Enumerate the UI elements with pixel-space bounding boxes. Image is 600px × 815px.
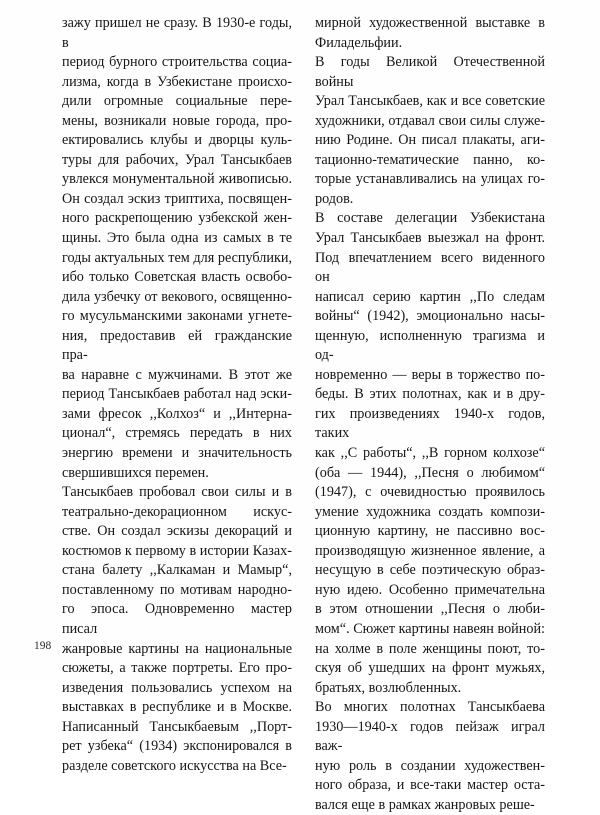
text-line: тационно-тематические панно, ко- xyxy=(315,151,545,168)
text-line: го мусульманскими законами угнете- xyxy=(62,308,292,325)
text-line: стана балету ,,Калкаман и Мамыр“, xyxy=(62,562,292,579)
text-line: мирной художественной выставке в xyxy=(315,15,545,31)
text-line: войны“ (1942), эмоционально насы- xyxy=(315,308,545,325)
text-line: Филадельфии. xyxy=(315,34,403,51)
text-line: период Тансыкбаев работал над эски- xyxy=(62,386,292,403)
left-column-lines xyxy=(62,14,292,776)
text-line: ва наравне с мужчинами. В этот же xyxy=(62,366,292,383)
text-line: го эпоса. Одновременно мастер писал xyxy=(62,601,292,637)
text-line: Под впечатлением всего виденного он xyxy=(315,249,545,286)
text-line: Он создал эскиз триптиха, посвящен- xyxy=(62,190,292,207)
text-line: свершившихся перемен. xyxy=(62,464,209,481)
text-line: Во многих полотнах Тансыкбаева xyxy=(315,699,545,716)
text-line: ную идею. Особенно примечательна xyxy=(315,581,545,598)
text-line: (1947), с очевидностью проявилось xyxy=(315,484,545,501)
text-line: ного образа, и все-таки мастер оста- xyxy=(315,777,545,794)
text-line: написал серию картин ,,По следам xyxy=(315,288,545,305)
text-line: энергию времени и значительность xyxy=(62,445,292,462)
text-line: мом“. Сюжет картины навеян войной: xyxy=(315,620,545,637)
text-line: несущую в себе поэтическую образ- xyxy=(315,562,545,579)
text-line: Урал Тансыкбаев, как и все советские xyxy=(315,93,545,110)
text-line: ного раскрепощению узбекской жен- xyxy=(62,210,292,227)
left-text-column xyxy=(62,14,292,815)
text-line: поставленному по мотивам народно- xyxy=(62,581,292,598)
text-line: туры для рабочих, Урал Тансыкбаев xyxy=(62,151,292,168)
text-line: дила узбечку от векового, освященно- xyxy=(62,288,292,305)
text-line: дили огромные социальные пере- xyxy=(62,93,292,110)
text-line: художники, отдавал свои силы служе- xyxy=(315,112,545,129)
text-line: ибо только Советская власть освобо- xyxy=(62,269,292,286)
text-line: умение художника создать компози- xyxy=(315,503,545,520)
text-line: вался еще в рамках жанровых реше- xyxy=(315,796,535,813)
text-line: на холме в поле женщины поют, то- xyxy=(315,640,545,657)
text-line: производящую жизненное явление, а xyxy=(315,542,545,559)
text-line: ную роль в создании художествен- xyxy=(315,757,545,774)
text-line: как ,,С работы“, ,,В горном колхозе“ xyxy=(315,445,545,462)
text-line: увлекся монументальной живописью. xyxy=(62,171,292,188)
text-line: рет узбека“ (1934) экспонировался в xyxy=(62,738,292,755)
text-line: в этом отношении ,,Песня о люби- xyxy=(315,601,545,618)
text-line: Тансыкбаев пробовал свои силы и в xyxy=(62,484,292,501)
text-line: торые устанавливались на улицах го- xyxy=(315,171,545,188)
text-line: костюмов к первому в истории Казах- xyxy=(62,542,292,559)
text-line: Урал Тансыкбаев выезжал на фронт. xyxy=(315,230,545,247)
page-number: 198 xyxy=(34,640,52,652)
text-line: родов. xyxy=(315,190,354,207)
right-text-column xyxy=(315,14,545,815)
text-line: лизма, когда в Узбекистане происхо- xyxy=(62,73,292,90)
text-line: стве. Он создал эскизы декораций и xyxy=(62,523,292,540)
text-line: изведения пользовались успехом на xyxy=(62,679,292,696)
text-line: жанровые картины на национальные xyxy=(62,640,292,657)
text-line: Написанный Тансыкбаевым ,,Порт- xyxy=(62,718,292,735)
text-line: зажу пришел не сразу. В 1930-е годы, в xyxy=(62,15,292,51)
text-line: выставках в республике и в Москве. xyxy=(62,699,292,716)
two-column-text-body xyxy=(62,14,546,815)
right-column-lines xyxy=(315,14,545,815)
text-line: зами фресок ,,Колхоз“ и ,,Интерна- xyxy=(62,405,292,422)
text-line: мены, возникали новые города, про- xyxy=(62,112,292,129)
text-line: 1930—1940-х годов пейзаж играл важ- xyxy=(315,718,545,755)
text-line: щины. Это была одна из самых в те xyxy=(62,230,292,247)
text-line: беды. В этих полотнах, как и в дру- xyxy=(315,386,545,403)
text-line: годы актуальных тем для республики, xyxy=(62,249,292,266)
text-line: ния, предоставив ей гражданские пра- xyxy=(62,327,292,364)
text-line: театрально-декорационном искус- xyxy=(62,503,292,520)
text-line: ционал“, стремясь передать в них xyxy=(62,425,292,442)
text-line: ционную картину, не пассивно вос- xyxy=(315,523,545,540)
text-line: братьях, возлюбленных. xyxy=(315,679,462,696)
text-line: щенную, исполненную трагизма и од- xyxy=(315,327,545,364)
text-line: (оба — 1944), ,,Песня о любимом“ xyxy=(315,464,545,481)
text-line: новременно — веры в торжество по- xyxy=(315,366,545,383)
text-line: В годы Великой Отечественной войны xyxy=(315,54,545,90)
text-line: период бурного строительства социа- xyxy=(62,54,292,71)
text-line: сюжеты, а также портреты. Его про- xyxy=(62,660,292,677)
text-line: ектировались клубы и дворцы куль- xyxy=(62,132,292,149)
text-line: нию Родине. Он писал плакаты, аги- xyxy=(315,132,545,149)
text-line: В составе делегации Узбекистана xyxy=(315,210,545,227)
text-line: гих произведениях 1940-х годов, таких xyxy=(315,405,545,442)
text-line: разделе советского искусства на Все- xyxy=(62,757,287,774)
text-line: скуя об ушедших на фронт мужьях, xyxy=(315,660,545,677)
